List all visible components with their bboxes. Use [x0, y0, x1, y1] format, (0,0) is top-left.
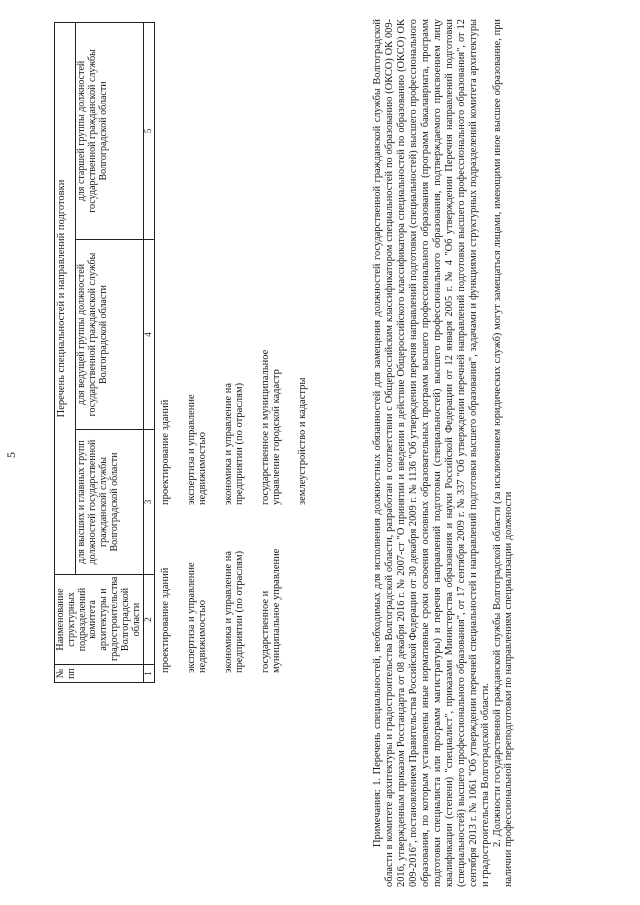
- notes-section: [372, 19, 515, 887]
- page-number: 5: [4, 452, 18, 458]
- list-item: государственное и муниципальное управление: [259, 548, 283, 673]
- note-paragraph-1: Примечания: 1. Перечень специальностей, необходимых для исполнения должностных обязанностей для замещения должностей государственной гражданской службы Волгоградской области в комитете архитектуры и градостроительства Волгоградской области, разработан в соответствии с Общероссийским классификатором специальностей по образованию (ОКСО) ОК 009-2016, утвержденным приказом Росстандарта от 08 декабря 2016 г. № 2007-ст "О принятии и введении в действие Общероссийского классификатора специальностей по образованию (ОКСО) ОК 009-2016", постановлением Правительства Российской Федерации от 30 декабря 2009 г. № 1136 "Об утверждении перечня направлений подготовки (специальностей) высшего профессионального образования, по которым установлены иные нормативные сроки освоения основных образовательных программ высшего профессионального образования (программ бакалавриата, программ подготовки специалиста или программ магистратуры) и перечня направлений подготовки (специальностей) высшего профессионального образования, подтверждаемого присвоением лицу квалификации (степени) "специалист", приказами Министерства образования и науки Российской Федерации от 12 января 2005 г. № 4 "Об утверждении Перечня направлений подготовки (специальностей) высшего профессионального образования", от 17 сентября 2009 г. № 337 "Об утверждении перечней направлений подготовки высшего профессионального образования", от 12 сентября 2013 г. № 1061 "Об утверждении перечней специальностей и направлений подготовки высшего образования", задачами и функциями структурных подразделений комитета архитектуры и градостроительства Волгоградской области.: [372, 19, 491, 887]
- col-no-header: № пп: [55, 665, 144, 683]
- col-number: 5: [144, 22, 155, 239]
- column-numbers-row: [144, 22, 155, 682]
- list-item: экономика и управление на предприятии (по отраслям): [222, 382, 246, 505]
- col-number: 1: [144, 665, 155, 683]
- list-item: экономика и управление на предприятии (по отраслям): [222, 550, 246, 673]
- col-number: 2: [144, 575, 155, 665]
- list-item: проектирование зданий: [160, 567, 171, 673]
- list-item: государственное и муниципальное управление городской кадастр: [259, 349, 283, 505]
- table-header-row: [55, 22, 76, 682]
- merged-header: Перечень специальностей и направлений подготовки: [55, 22, 76, 574]
- col-name-header: Наименование структурных подразделений комитета архитектуры и градостроительства Волгоградской области: [55, 575, 144, 665]
- higher-group-list: [160, 533, 297, 673]
- list-item: проектирование зданий: [160, 399, 171, 505]
- col-number: 4: [144, 240, 155, 430]
- list-item: экспертиза и управление недвижимостью: [185, 394, 209, 505]
- col-higher-header: для высших и главных групп должностей государственной гражданской службы Волгоградской области: [76, 430, 144, 575]
- col-senior-header: для старшей группы должностей государственной гражданской службы Волгоградской области: [76, 22, 144, 239]
- list-item: землеустройство и кадастры: [296, 377, 308, 505]
- leading-group-list: [160, 335, 322, 505]
- note-paragraph-2: 2. Должности государственной гражданской службы Волгоградской области (за исключением юридических служб) могут замещаться лицами, имеющими иное высшее образование, при наличии профессиональной переподготовки по направлениям специализации должности: [491, 19, 515, 887]
- specialties-table: [54, 22, 155, 683]
- col-number: 3: [144, 430, 155, 575]
- col-leading-header: для ведущей группы должностей государственной гражданской службы Волгоградской области: [76, 240, 144, 430]
- list-item: экспертиза и управление недвижимостью: [185, 562, 209, 673]
